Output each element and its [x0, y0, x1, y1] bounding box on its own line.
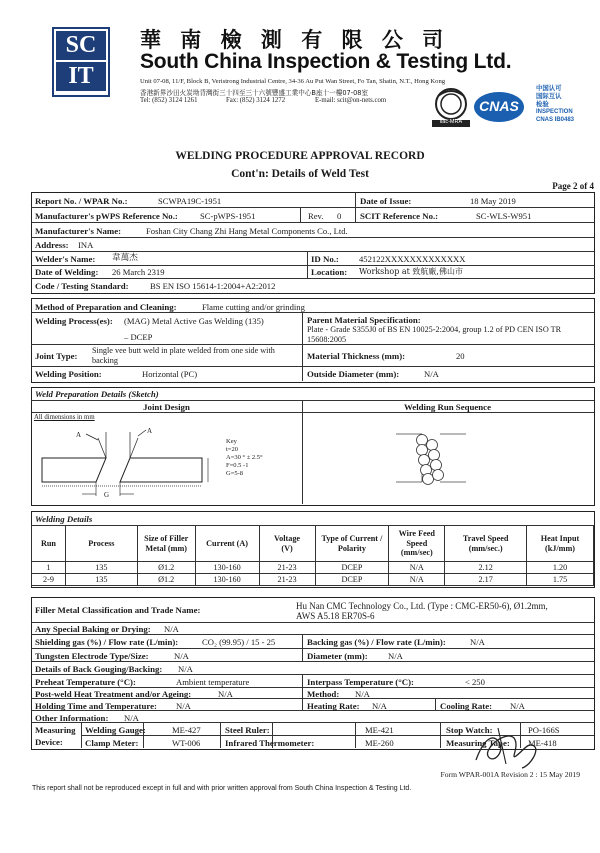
- cell: Ø1.2: [137, 562, 195, 574]
- id-value: 452122XXXXXXXXXXXXX: [359, 254, 466, 264]
- location-value: Workshop at 致航廠,佛山市: [359, 267, 463, 276]
- welder-label: Welder's Name:: [35, 254, 96, 264]
- interpass-value: < 250: [465, 677, 485, 687]
- tungsten-label: Tungsten Electrode Type/Size:: [35, 651, 149, 661]
- cell: 1.75: [527, 574, 594, 586]
- welding-details-table: [31, 525, 594, 586]
- company-email: E-mail: scit@on-nets.com: [315, 97, 387, 104]
- devices-label-line1: Measuring: [35, 725, 76, 735]
- tungsten-value: N/A: [174, 651, 189, 661]
- cnas-logo: [474, 92, 524, 122]
- inspector-signature: [470, 720, 550, 774]
- mfr-name-value: Foshan City Chang Zhi Hang Metal Components Co., Ltd.: [146, 226, 348, 236]
- date-welding-label: Date of Welding:: [35, 267, 99, 277]
- location-label: Location:: [311, 267, 348, 277]
- cell: 2-9: [32, 574, 66, 586]
- shield-label: Shielding gas (%) / Flow rate (L/min):: [35, 637, 179, 647]
- col-wire-feed: Wire Feed Speed (mm/sec): [389, 526, 445, 562]
- company-tel: Tel: (852) 3124 1261: [140, 97, 198, 104]
- company-name-en: South China Inspection & Testing Ltd.: [140, 50, 512, 73]
- special-value: N/A: [164, 624, 179, 634]
- gauge-label: Welding Gauge:: [85, 725, 146, 735]
- thermo-label: Infrared Thermometer:: [225, 738, 315, 748]
- process-sub-value: – DCEP: [124, 332, 153, 342]
- id-label: ID No.:: [311, 254, 339, 264]
- heating-label: Heating Rate:: [307, 701, 360, 711]
- cnas-en-line1: INSPECTION: [536, 109, 573, 115]
- logo-top: SC: [56, 31, 106, 60]
- joint-value: Single vee butt weld in plate welded from one side with backing: [92, 346, 275, 365]
- cnas-cn-line3: 检验: [536, 100, 549, 108]
- heating-value: N/A: [372, 701, 387, 711]
- cell: DCEP: [315, 574, 389, 586]
- date-welding-value: 26 March 2319: [112, 267, 165, 277]
- mfr-name-label: Manufacturer's Name:: [35, 226, 122, 236]
- welder-value: 韋萬杰: [112, 253, 138, 263]
- cnas-cn-line1: 中国认可: [536, 84, 562, 92]
- filler-label: Filler Metal Classification and Trade Name:: [35, 605, 201, 615]
- diameter-label: Diameter (mm):: [307, 651, 368, 661]
- col-polarity: Type of Current / Polarity: [315, 526, 389, 562]
- joint-design-sketch: [34, 420, 234, 502]
- joint-key: [226, 438, 263, 478]
- logo-bottom: IT: [56, 62, 106, 91]
- welding-details-title: Welding Details: [35, 514, 93, 524]
- cell: N/A: [389, 562, 445, 574]
- outside-label: Outside Diameter (mm):: [307, 369, 400, 379]
- key-line-a: A=30 ° ± 2.5°: [226, 454, 263, 461]
- parent-label: Parent Material Specification:: [307, 315, 421, 325]
- prep-label: Method of Preparation and Cleaning:: [35, 302, 177, 312]
- cell: 21-23: [259, 562, 315, 574]
- holding-label: Holding Time and Temperature:: [35, 701, 157, 711]
- cooling-label: Cooling Rate:: [440, 701, 493, 711]
- key-title: Key: [226, 438, 237, 445]
- form-revision: Form WPAR-001A Revision 2 : 15 May 2019: [440, 770, 580, 779]
- cell: 1.20: [527, 562, 594, 574]
- joint-label-a1: A: [76, 431, 82, 439]
- key-line-f: F=0.5 -1: [226, 462, 249, 469]
- date-issue-value: 18 May 2019: [470, 196, 516, 206]
- report-no-value: SCWPA19C-1951: [158, 196, 222, 206]
- watch-label: Stop Watch:: [446, 725, 493, 735]
- col-travel: Travel Speed (mm/sec.): [445, 526, 527, 562]
- cnas-label: CNAS: [479, 98, 519, 114]
- cnas-en-line2: CNAS IB0483: [536, 117, 575, 123]
- special-label: Any Special Baking or Drying:: [35, 624, 151, 634]
- diameter-value: N/A: [388, 651, 403, 661]
- pwht-value: N/A: [218, 689, 233, 699]
- cell: 2.17: [445, 574, 527, 586]
- col-voltage: Voltage (V): [259, 526, 315, 562]
- ruler-label: Steel Ruler:: [225, 725, 270, 735]
- company-logo: [52, 27, 110, 97]
- gouging-value: N/A: [178, 664, 193, 674]
- pwht-label: Post-weld Heat Treatment and/or Ageing:: [35, 689, 192, 699]
- position-label: Welding Position:: [35, 369, 102, 379]
- cell: 130-160: [195, 562, 259, 574]
- thermo-value: ME-260: [365, 738, 394, 748]
- thickness-value: 20: [456, 351, 465, 361]
- cnas-cn-line2: 国际互认: [536, 92, 562, 100]
- cell: 21-23: [259, 574, 315, 586]
- address-label: Address:: [35, 240, 69, 250]
- tape-label: Measuring Tape:: [446, 738, 510, 748]
- pwps-value: SC-pWPS-1951: [200, 211, 256, 221]
- ilac-mra-logo: [424, 84, 478, 128]
- run-sequence-header: Welding Run Sequence: [403, 402, 491, 412]
- welding-details-header-row: [32, 526, 594, 562]
- ruler-value: ME-421: [365, 725, 394, 735]
- page-number: Page 2 of 4: [552, 181, 594, 191]
- clamp-label: Clamp Meter:: [85, 738, 139, 748]
- gauge-value: ME-427: [172, 725, 201, 735]
- filler-value-line2: AWS A5.18 ER70S-6: [296, 611, 375, 621]
- other-value: N/A: [124, 713, 139, 723]
- cnas-text: [536, 84, 596, 124]
- devices-label-line2: Device:: [35, 737, 63, 747]
- document-subtitle: Cont'n: Details of Weld Test: [231, 168, 369, 180]
- preheat-label: Preheat Temperature (°C):: [35, 677, 136, 687]
- method-value: N/A: [355, 689, 370, 699]
- scit-ref-label: SCIT Reference No.:: [360, 211, 439, 221]
- filler-value-line1: Hu Nan CMC Technology Co., Ltd. (Type : CMC-ER50-6), Ø1.2mm,: [296, 601, 548, 611]
- col-run: Run: [32, 526, 66, 562]
- other-label: Other Information:: [35, 713, 109, 723]
- cell: 130-160: [195, 574, 259, 586]
- run-sequence-sketch: [396, 418, 466, 498]
- company-address-cn: 香港新界沙田火炭坳背灣街三十四至三十六號豐盛工業中心B座十一樓07-08室: [140, 89, 369, 97]
- document-title: WELDING PROCEDURE APPROVAL RECORD: [175, 150, 425, 162]
- cell: 1: [32, 562, 66, 574]
- cell: 135: [65, 562, 137, 574]
- table-row: [32, 562, 594, 574]
- process-value: (MAG) Metal Active Gas Welding (135): [124, 316, 264, 326]
- preheat-value: Ambient temperature: [176, 677, 250, 687]
- table-row: [32, 574, 594, 586]
- footer-notice: This report shall not be reproduced except in full and with prior written approval from South China Inspection & Testing Ltd.: [32, 785, 412, 792]
- joint-label-g: G: [104, 491, 110, 499]
- position-value: Horizontal (PC): [142, 369, 198, 379]
- address-value: INA: [78, 240, 94, 250]
- sketch-section-title: Weld Preparation Details (Sketch): [35, 389, 159, 399]
- company-name-cn: 華 南 檢 測 有 限 公 司: [140, 27, 450, 52]
- joint-design-header: Joint Design: [143, 402, 190, 412]
- method-label: Method:: [307, 689, 340, 699]
- cell: DCEP: [315, 562, 389, 574]
- dims-note: All dimensions in mm: [34, 414, 95, 421]
- rev-value: 0: [337, 211, 342, 221]
- code-label: Code / Testing Standard:: [35, 281, 129, 291]
- key-line-t: t=20: [226, 446, 238, 453]
- date-issue-label: Date of Issue:: [360, 196, 412, 206]
- gouging-label: Details of Back Gouging/Backing:: [35, 664, 163, 674]
- outside-value: N/A: [424, 369, 439, 379]
- tape-value: ME-418: [528, 738, 557, 748]
- cell: N/A: [389, 574, 445, 586]
- clamp-value: WT-006: [172, 738, 201, 748]
- backing-label: Backing gas (%) / Flow rate (L/min):: [307, 637, 446, 647]
- watch-value: PO-166S: [528, 725, 560, 735]
- prep-value: Flame cutting and/or grinding: [202, 302, 305, 312]
- col-filler: Size of Filler Metal (mm): [137, 526, 195, 562]
- cell: 135: [65, 574, 137, 586]
- interpass-label: Interpass Temperature (°C):: [307, 677, 414, 687]
- cooling-value: N/A: [510, 701, 525, 711]
- parent-value: Plate - Grade S355J0 of BS EN 10025-2:2004, group 1.2 of PD CEN ISO TR 15608:2005: [307, 325, 562, 344]
- scit-ref-value: SC-WLS-W951: [476, 211, 532, 221]
- rev-label: Rev.: [308, 211, 324, 221]
- col-heat: Heat Input (kJ/mm): [527, 526, 594, 562]
- pwps-label: Manufacturer's pWPS Reference No.:: [35, 211, 178, 221]
- shield-value: CO₂ (99.95) / 15 - 25: [202, 637, 276, 647]
- joint-label: Joint Type:: [35, 351, 78, 361]
- report-no-label: Report No. / WPAR No.:: [35, 196, 128, 206]
- backing-value: N/A: [470, 637, 485, 647]
- joint-label-a2: A: [147, 427, 153, 435]
- key-line-g: G=5-8: [226, 470, 244, 477]
- cell: 2.12: [445, 562, 527, 574]
- col-current: Current (A): [195, 526, 259, 562]
- company-fax: Fax: (852) 3124 1272: [226, 97, 286, 104]
- holding-value: N/A: [176, 701, 191, 711]
- company-address-en: Unit 07-08, 11/F, Block B, Veristrong Industrial Centre, 34-36 Au Pui Wan Street, Fo Tan, Shatin, N.T., Hong Kong: [140, 78, 446, 85]
- process-label: Welding Process(es):: [35, 316, 113, 326]
- thickness-label: Material Thickness (mm):: [307, 351, 406, 361]
- cell: Ø1.2: [137, 574, 195, 586]
- ilac-label: ilac-MRA: [439, 119, 463, 125]
- code-value: BS EN ISO 15614-1:2004+A2:2012: [150, 281, 276, 291]
- col-process: Process: [65, 526, 137, 562]
